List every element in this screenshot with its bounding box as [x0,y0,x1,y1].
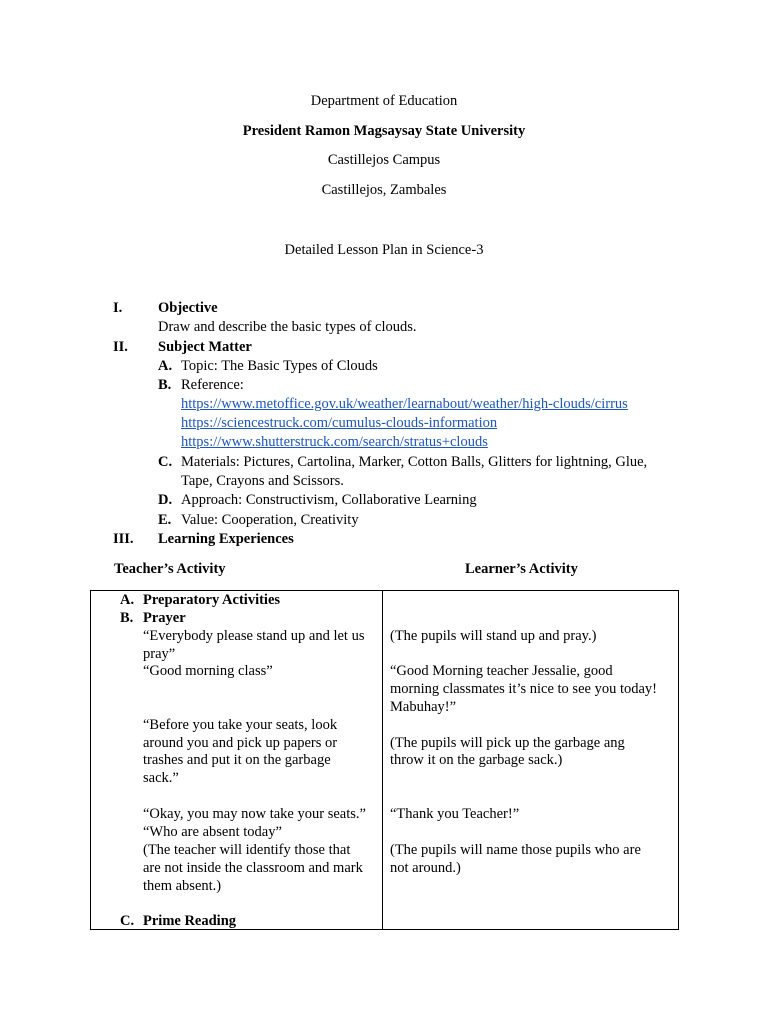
materials-text-line1: Materials: Pictures, Cartolina, Marker, Cotton Balls, Glitters for lightning, Glue, [181,454,648,470]
learner-line: throw it on the garbage sack.) [390,752,563,768]
materials-letter: C. [158,454,173,470]
section-num-subject: II. [113,339,128,355]
section-num-learning: III. [113,531,134,547]
teacher-activity-header: Teacher’s Activity [114,561,226,577]
topic-letter: A. [158,358,173,374]
section-title-learning: Learning Experiences [158,531,294,547]
prayer-heading: Prayer [143,610,186,626]
campus-heading: Castillejos Campus [327,152,441,168]
teacher-line: around you and pick up papers or [143,735,338,751]
learner-line: (The pupils will name those pupils who are [390,842,641,858]
dept-heading: Department of Education [310,93,458,109]
learner-line: (The pupils will stand up and pray.) [390,628,597,644]
teacher-line: trashes and put it on the garbage [143,752,331,768]
topic-text: Topic: The Basic Types of Clouds [181,358,378,374]
section-title-subject: Subject Matter [158,339,252,355]
reference-link-stratus[interactable]: https://www.shutterstruck.com/search/stratus+clouds [181,434,488,450]
teacher-line: them absent.) [143,878,222,894]
prep-heading: Preparatory Activities [143,592,281,608]
reference-letter: B. [158,377,172,393]
prep-letter: A. [120,592,135,608]
teacher-line: (The teacher will identify those that [143,842,351,858]
section-title-objective: Objective [158,300,218,316]
section-num-objective: I. [113,300,123,316]
teacher-line: “Before you take your seats, look [143,717,338,733]
teacher-line: “Everybody please stand up and let us [143,628,365,644]
objective-text: Draw and describe the basic types of clouds. [158,319,417,335]
approach-text: Approach: Constructivism, Collaborative Learning [181,492,477,508]
value-text: Value: Cooperation, Creativity [181,512,359,528]
teacher-line: pray” [143,646,176,662]
learner-line: “Thank you Teacher!” [390,806,520,822]
teacher-line: “Good morning class” [143,663,273,679]
learner-line: (The pupils will pick up the garbage ang [390,735,625,751]
learner-activity-header: Learner’s Activity [465,561,578,577]
materials-text-line2: Tape, Crayons and Scissors. [181,473,344,489]
university-heading: President Ramon Magsaysay State University [242,123,526,139]
learner-line: Mabuhay!” [390,699,457,715]
location-heading: Castillejos, Zambales [321,182,447,198]
approach-letter: D. [158,492,173,508]
value-letter: E. [158,512,172,528]
learner-line: morning classmates it’s nice to see you today! [390,681,657,697]
teacher-line: are not inside the classroom and mark [143,860,363,876]
learner-line: not around.) [390,860,461,876]
reference-label: Reference: [181,377,244,393]
prime-reading-heading: Prime Reading [143,913,237,929]
learner-line: “Good Morning teacher Jessalie, good [390,663,613,679]
teacher-line: “Okay, you may now take your seats.” [143,806,366,822]
teacher-line: “Who are absent today” [143,824,282,840]
lesson-plan-title: Detailed Lesson Plan in Science-3 [284,242,484,258]
prayer-letter: B. [120,610,134,626]
prime-letter: C. [120,913,135,929]
reference-link-cumulus[interactable]: https://sciencestruck.com/cumulus-clouds-information [181,415,498,431]
table-column-divider [382,590,383,930]
reference-link-cirrus[interactable]: https://www.metoffice.gov.uk/weather/learnabout/weather/high-clouds/cirrus [181,396,628,412]
teacher-line: sack.” [143,770,179,786]
